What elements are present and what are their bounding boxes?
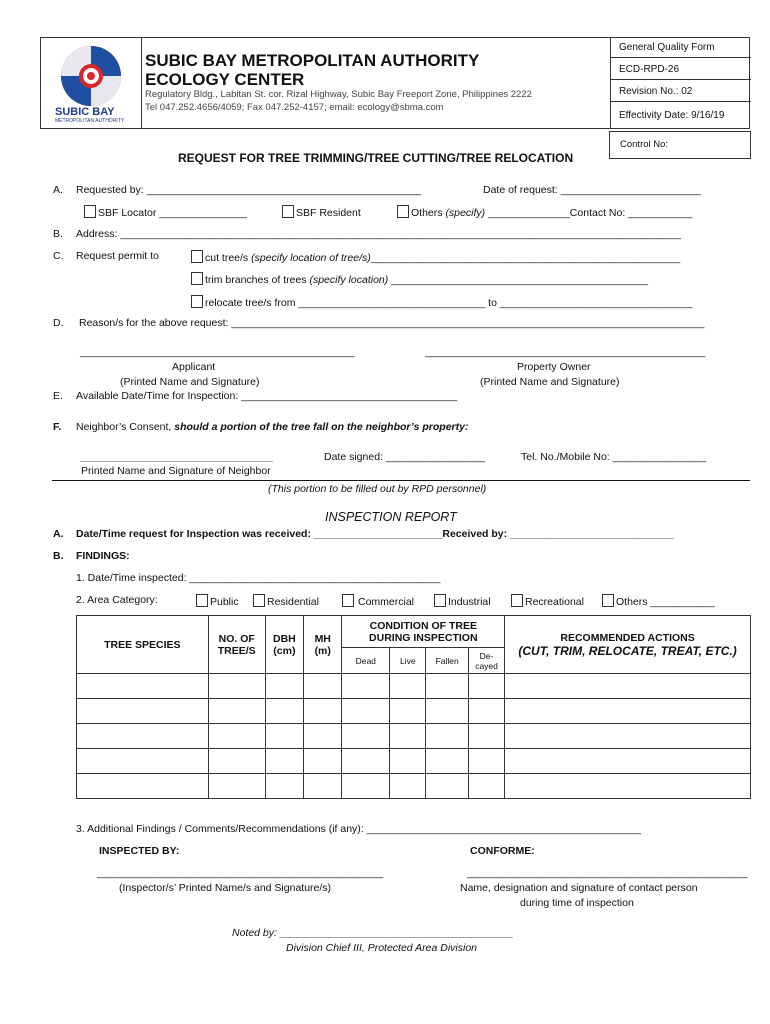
owner-sub-label: (Printed Name and Signature) [480, 376, 620, 388]
request-permit-label: Request permit to [76, 250, 159, 262]
section-f-letter: F. [53, 421, 62, 433]
cat-recreational-label: Recreational [525, 596, 584, 608]
cat-recreational[interactable] [511, 594, 584, 608]
request-received-field[interactable]: Date/Time request for Inspection was received: ______________________Received by: ____________________________ [76, 528, 674, 540]
cat-public-checkbox[interactable] [196, 594, 208, 607]
trim-branches-label: trim branches of trees [205, 274, 307, 286]
cat-commercial-checkbox[interactable] [342, 594, 354, 607]
additional-findings-field[interactable]: 3. Additional Findings / Comments/Recommendations (if any): _______________________________________________ [76, 823, 642, 835]
conforme-label-1: Name, designation and signature of contact person [460, 882, 698, 894]
findings-label: FINDINGS: [76, 550, 130, 562]
others-option[interactable] [397, 205, 692, 219]
col-decayed-label-1: De- [479, 650, 494, 661]
address-field[interactable]: Address: ________________________________________________________________________________________________ [76, 228, 681, 240]
cut-trees-spec: (specify location of tree/s) [251, 252, 371, 264]
section-a-letter: A. [53, 184, 63, 196]
inspection-date-field[interactable]: Available Date/Time for Inspection: _____________________________________ [76, 390, 458, 402]
section-divider [52, 480, 750, 481]
col-actions [505, 616, 751, 674]
header-box [40, 37, 750, 129]
sbf-resident-label: SBF Resident [296, 207, 361, 219]
col-dead: Dead [342, 648, 390, 674]
logo-subtext: METROPOLITAN AUTHORITY [55, 118, 125, 124]
others-checkbox[interactable] [397, 205, 409, 218]
revision-no: Revision No.: 02 [611, 80, 751, 102]
date-of-request-field[interactable]: Date of request: ________________________ [483, 184, 701, 196]
applicant-sub-label: (Printed Name and Signature) [120, 376, 260, 388]
noted-by-title: Division Chief III, Protected Area Division [286, 942, 478, 954]
table-row[interactable] [77, 674, 751, 699]
col-trees-label: TREE/S [217, 644, 256, 657]
table-row[interactable] [77, 749, 751, 774]
sbf-resident-option[interactable] [282, 205, 361, 219]
col-tree-species: TREE SPECIES [77, 616, 209, 674]
area-category-label: 2. Area Category: [76, 594, 158, 606]
org-name: SUBIC BAY METROPOLITAN AUTHORITY [145, 51, 480, 70]
col-mh [304, 616, 342, 674]
cat-commercial[interactable] [342, 594, 414, 608]
form-code: ECD-RPD-26 [611, 58, 751, 80]
relocate-option[interactable] [191, 295, 693, 309]
address-line-2: Tel 047.252.4656/4059; Fax 047.252-4157; email: ecology@sbma.com [145, 102, 444, 113]
conforme-signature-line[interactable]: ________________________________________________ [467, 867, 748, 879]
cut-trees-label: cut tree/s [205, 252, 249, 264]
table-row[interactable] [77, 724, 751, 749]
sbf-resident-checkbox[interactable] [282, 205, 294, 218]
col-actions-label: RECOMMENDED ACTIONS [560, 631, 695, 644]
col-dbh-label: DBH [273, 632, 296, 645]
cat-residential[interactable] [253, 594, 319, 608]
col-dbh [265, 616, 303, 674]
col-decayed [468, 648, 504, 674]
col-mh-unit: (m) [314, 644, 331, 657]
applicant-signature-line[interactable]: _______________________________________________ [80, 346, 355, 358]
neighbor-label: Printed Name and Signature of Neighbor [81, 465, 271, 477]
effectivity-date: Effectivity Date: 9/16/19 [619, 110, 725, 121]
cat-public-label: Public [210, 596, 239, 608]
requested-by-field[interactable]: Requested by: _______________________________________________ [76, 184, 422, 196]
owner-label: Property Owner [517, 361, 591, 373]
sbf-locator-option[interactable] [84, 205, 247, 219]
form-info-cell [610, 38, 751, 128]
cat-others-checkbox[interactable] [602, 594, 614, 607]
inspector-signature-line[interactable]: _________________________________________________ [97, 867, 384, 879]
section-c-letter: C. [53, 250, 64, 262]
table-row[interactable] [77, 774, 751, 799]
section-e-letter: E. [53, 390, 63, 402]
col-condition [342, 616, 505, 648]
control-no-field[interactable]: Control No: [609, 131, 751, 159]
col-decayed-label-2: cayed [475, 660, 498, 671]
col-live: Live [390, 648, 426, 674]
inspector-label: (Inspector/s’ Printed Name/s and Signature/s) [119, 882, 332, 894]
findings-table [76, 615, 751, 799]
owner-signature-line[interactable]: ________________________________________________ [425, 346, 706, 358]
form-type: General Quality Form [611, 38, 751, 58]
cat-residential-label: Residential [267, 596, 319, 608]
cat-others[interactable] [602, 594, 715, 608]
neighbor-signature-line[interactable]: _________________________________ [80, 451, 273, 463]
cat-commercial-label: Commercial [358, 596, 415, 608]
cat-residential-checkbox[interactable] [253, 594, 265, 607]
inspected-by-label: INSPECTED BY: [99, 845, 180, 857]
cat-public[interactable] [196, 594, 239, 608]
address-line-1: Regulatory Bldg., Labitan St. cor. Rizal Highway, Subic Bay Freeport Zone, Philippines 2222 [145, 89, 532, 100]
logo-text: SUBIC BAY [55, 106, 115, 118]
trim-branches-line: ____________________________________________ [391, 274, 649, 286]
conforme-label-2: during time of inspection [520, 897, 634, 909]
org-unit: ECOLOGY CENTER [145, 70, 305, 89]
date-signed-field[interactable]: Date signed: _________________ [324, 451, 486, 463]
col-mh-label: MH [314, 632, 331, 645]
others-contact-line: ______________Contact No: ___________ [488, 207, 693, 219]
noted-by-field[interactable]: Noted by: ________________________________________ [232, 927, 514, 939]
cut-trees-line: _____________________________________________________ [370, 252, 681, 264]
tel-no-field[interactable]: Tel. No./Mobile No: ________________ [521, 451, 707, 463]
col-no-of-label: NO. OF [218, 632, 255, 645]
col-condition-label-1: CONDITION OF TREE [369, 619, 477, 632]
table-row[interactable] [77, 699, 751, 724]
sbf-locator-checkbox[interactable] [84, 205, 96, 218]
section-d-letter: D. [53, 317, 64, 329]
col-no-of-trees [208, 616, 265, 674]
rpd-note: (This portion to be filled out by RPD personnel) [268, 483, 487, 495]
logo-cell [41, 38, 142, 128]
trim-branches-checkbox[interactable] [191, 272, 203, 285]
inspection-title: INSPECTION REPORT [325, 510, 457, 524]
col-condition-label-2: DURING INSPECTION [369, 631, 478, 644]
cut-trees-option[interactable] [191, 250, 680, 264]
inspection-a-letter: A. [53, 528, 64, 540]
cat-industrial-checkbox[interactable] [434, 594, 446, 607]
col-fallen: Fallen [426, 648, 469, 674]
neighbor-consent [76, 421, 468, 433]
cat-industrial[interactable] [434, 594, 491, 608]
col-actions-sub: (CUT, TRIM, RELOCATE, TREAT, ETC.) [518, 643, 737, 658]
applicant-label: Applicant [172, 361, 216, 373]
neighbor-consent-emphasis: should a portion of the tree fall on the neighbor’s property: [174, 421, 469, 433]
date-inspected-field[interactable]: 1. Date/Time inspected: ___________________________________________ [76, 572, 441, 584]
sbf-locator-label: SBF Locator _______________ [98, 207, 247, 219]
cut-trees-checkbox[interactable] [191, 250, 203, 263]
section-b-letter: B. [53, 228, 63, 240]
conforme-label: CONFORME: [470, 845, 535, 857]
neighbor-consent-label: Neighbor’s Consent, [76, 421, 172, 433]
inspection-b-letter: B. [53, 550, 64, 562]
cat-recreational-checkbox[interactable] [511, 594, 523, 607]
cat-others-label: Others ___________ [616, 596, 715, 608]
cat-industrial-label: Industrial [448, 596, 491, 608]
col-dbh-unit: (cm) [273, 644, 296, 657]
trim-branches-option[interactable] [191, 272, 648, 286]
reasons-field[interactable]: Reason/s for the above request: _________________________________________________________________________________ [79, 317, 705, 329]
relocate-checkbox[interactable] [191, 295, 203, 308]
trim-branches-spec: (specify location) [309, 274, 389, 286]
others-specify: (specify) [445, 207, 486, 219]
relocate-label: relocate tree/s from ________________________________ to _________________________________ [205, 297, 693, 309]
form-title: REQUEST FOR TREE TRIMMING/TREE CUTTING/TREE RELOCATION [178, 151, 574, 165]
others-label: Others [411, 207, 443, 219]
